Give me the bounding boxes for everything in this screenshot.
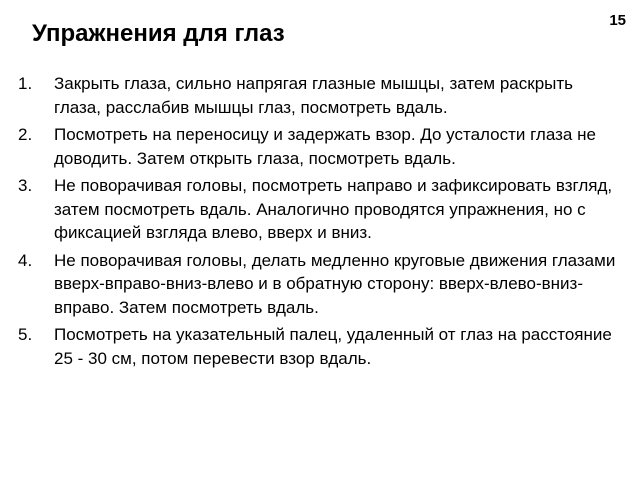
slide-title: Упражнения для глаз	[32, 20, 285, 47]
exercise-text: Посмотреть на переносицу и задержать взор. До усталости глаза не доводить. Затем открыть глаза, посмотреть вдаль.	[54, 125, 596, 168]
exercise-number: 5.	[18, 325, 33, 344]
exercise-text: Не поворачивая головы, посмотреть направо и зафиксировать взгляд, затем посмотреть вдаль. Аналогично проводятся упражнения, но с фиксацией взгляда влево, вверх и вниз.	[54, 176, 613, 242]
page-number: 15	[609, 12, 626, 29]
exercise-text: Не поворачивая головы, делать медленно круговые движения глазами вверх-вправо-вниз-влево и в обратную сторону: вверх-влево-вниз-вправо. Затем посмотреть вдаль.	[54, 250, 616, 317]
exercise-text: Посмотреть на указательный палец, удаленный от глаз на расстояние 25 - 30 см, потом перевести взор вдаль.	[54, 325, 612, 368]
exercise-item	[18, 174, 616, 245]
exercise-text: Закрыть глаза, сильно напрягая глазные мышцы, затем раскрыть глаза, расслабив мышцы глаз, посмотреть вдаль.	[54, 74, 574, 117]
exercise-number: 4.	[18, 250, 33, 270]
exercise-item	[18, 323, 616, 370]
exercise-number: 1.	[18, 74, 33, 93]
exercise-item	[18, 249, 616, 320]
exercise-item	[18, 72, 616, 119]
exercise-item	[18, 123, 616, 170]
exercise-list	[18, 72, 616, 374]
exercise-number: 3.	[18, 176, 33, 195]
exercise-number: 2.	[18, 125, 33, 144]
